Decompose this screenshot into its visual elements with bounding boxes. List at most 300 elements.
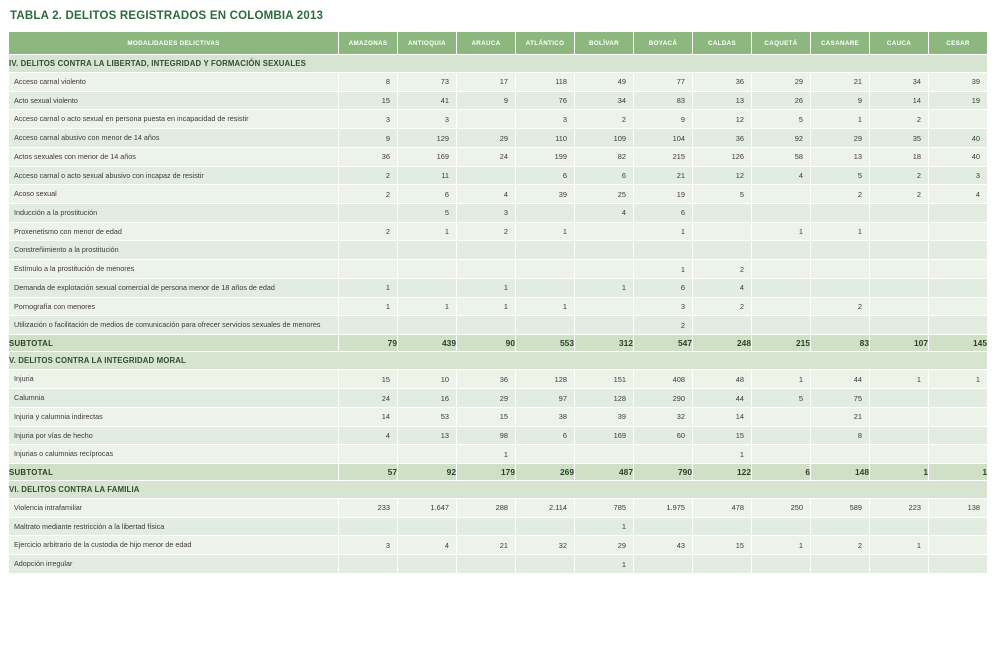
table-row xyxy=(9,222,988,241)
subtotal-value: 1 xyxy=(870,464,929,481)
row-value: 104 xyxy=(634,129,693,148)
row-value xyxy=(516,445,575,464)
column-header-modalidades: MODALIDADES DELICTIVAS xyxy=(9,32,339,55)
row-value: 29 xyxy=(457,389,516,408)
row-value xyxy=(929,517,988,536)
row-label: Acoso sexual xyxy=(9,185,339,204)
column-header-caqueta: CAQUETÁ xyxy=(752,32,811,55)
row-value xyxy=(929,316,988,335)
row-label: Acto sexual violento xyxy=(9,91,339,110)
row-value: 29 xyxy=(575,536,634,555)
row-value: 118 xyxy=(516,73,575,92)
subtotal-value: 248 xyxy=(693,335,752,352)
row-label: Demanda de explotación sexual comercial de persona menor de 18 años de edad xyxy=(9,278,339,297)
row-value xyxy=(693,241,752,260)
row-value xyxy=(516,517,575,536)
subtotal-value: 122 xyxy=(693,464,752,481)
row-value xyxy=(811,517,870,536)
row-value: 29 xyxy=(811,129,870,148)
row-value: 109 xyxy=(575,129,634,148)
subtotal-value: 312 xyxy=(575,335,634,352)
column-header-caldas: CALDAS xyxy=(693,32,752,55)
subtotal-value: 92 xyxy=(398,464,457,481)
row-value: 2 xyxy=(811,297,870,316)
row-value: 2 xyxy=(457,222,516,241)
row-value: 1 xyxy=(752,222,811,241)
row-value: 2 xyxy=(870,185,929,204)
row-value: 40 xyxy=(929,129,988,148)
row-value: 1 xyxy=(575,555,634,574)
row-value xyxy=(811,204,870,223)
row-value: 4 xyxy=(575,204,634,223)
table-row xyxy=(9,555,988,574)
row-value: 5 xyxy=(398,204,457,223)
row-value: 1 xyxy=(752,536,811,555)
subtotal-value: 57 xyxy=(339,464,398,481)
row-value: 97 xyxy=(516,389,575,408)
row-value: 2 xyxy=(339,185,398,204)
row-value: 128 xyxy=(575,389,634,408)
row-value: 21 xyxy=(457,536,516,555)
row-value: 58 xyxy=(752,147,811,166)
subtotal-label: SUBTOTAL xyxy=(9,464,339,481)
row-value: 233 xyxy=(339,499,398,518)
row-value: 199 xyxy=(516,147,575,166)
row-value xyxy=(870,222,929,241)
row-value xyxy=(870,316,929,335)
row-value xyxy=(516,316,575,335)
row-value: 2 xyxy=(339,166,398,185)
row-value xyxy=(398,316,457,335)
row-label: Inducción a la prostitución xyxy=(9,204,339,223)
row-value: 39 xyxy=(575,407,634,426)
row-value xyxy=(575,260,634,279)
row-label: Injuria y calumnia indirectas xyxy=(9,407,339,426)
column-header-antioquia: ANTIOQUIA xyxy=(398,32,457,55)
row-value xyxy=(870,555,929,574)
row-value xyxy=(811,241,870,260)
row-value: 11 xyxy=(398,166,457,185)
table-row xyxy=(9,278,988,297)
row-value: 39 xyxy=(516,185,575,204)
row-value: 1 xyxy=(339,278,398,297)
row-label: Actos sexuales con menor de 14 años xyxy=(9,147,339,166)
row-value: 1 xyxy=(457,297,516,316)
row-value: 2.114 xyxy=(516,499,575,518)
crime-statistics-table xyxy=(8,31,988,574)
row-value: 2 xyxy=(693,260,752,279)
subtotal-value: 487 xyxy=(575,464,634,481)
row-value xyxy=(516,204,575,223)
row-value: 17 xyxy=(457,73,516,92)
row-value: 288 xyxy=(457,499,516,518)
table-row xyxy=(9,147,988,166)
table-row xyxy=(9,499,988,518)
row-value: 129 xyxy=(398,129,457,148)
row-value xyxy=(929,222,988,241)
subtotal-value: 439 xyxy=(398,335,457,352)
row-value xyxy=(339,241,398,260)
row-value xyxy=(575,445,634,464)
row-value: 151 xyxy=(575,370,634,389)
row-value xyxy=(870,278,929,297)
row-label: Injurias o calumnias recíprocas xyxy=(9,445,339,464)
row-value: 21 xyxy=(634,166,693,185)
row-value: 1 xyxy=(457,445,516,464)
column-header-amazonas: AMAZONAS xyxy=(339,32,398,55)
row-label: Adopción irregular xyxy=(9,555,339,574)
row-value xyxy=(752,241,811,260)
row-value xyxy=(398,278,457,297)
subtotal-value: 790 xyxy=(634,464,693,481)
row-value: 24 xyxy=(457,147,516,166)
section-heading-row xyxy=(9,55,988,73)
row-value xyxy=(811,445,870,464)
row-value: 6 xyxy=(516,166,575,185)
row-label: Acceso carnal o acto sexual abusivo con incapaz de resistir xyxy=(9,166,339,185)
row-value xyxy=(811,278,870,297)
row-value: 13 xyxy=(398,426,457,445)
row-value xyxy=(929,445,988,464)
row-value: 21 xyxy=(811,407,870,426)
row-value: 6 xyxy=(575,166,634,185)
row-value xyxy=(752,445,811,464)
subtotal-value: 90 xyxy=(457,335,516,352)
row-value xyxy=(929,110,988,129)
subtotal-value: 145 xyxy=(929,335,988,352)
row-value xyxy=(929,389,988,408)
row-label: Violencia intrafamiliar xyxy=(9,499,339,518)
row-value xyxy=(575,297,634,316)
row-value: 40 xyxy=(929,147,988,166)
row-value: 478 xyxy=(693,499,752,518)
row-value: 98 xyxy=(457,426,516,445)
row-value: 24 xyxy=(339,389,398,408)
row-value xyxy=(575,241,634,260)
row-value: 12 xyxy=(693,166,752,185)
row-value xyxy=(752,316,811,335)
row-value xyxy=(398,445,457,464)
row-value xyxy=(752,517,811,536)
table-row xyxy=(9,517,988,536)
row-value: 38 xyxy=(516,407,575,426)
row-label: Calumnia xyxy=(9,389,339,408)
row-value: 1.975 xyxy=(634,499,693,518)
row-value: 589 xyxy=(811,499,870,518)
section-heading-row xyxy=(9,352,988,370)
row-value: 15 xyxy=(339,91,398,110)
row-value xyxy=(457,241,516,260)
row-value: 10 xyxy=(398,370,457,389)
row-value: 408 xyxy=(634,370,693,389)
row-value: 41 xyxy=(398,91,457,110)
row-value xyxy=(398,241,457,260)
table-row xyxy=(9,91,988,110)
row-value xyxy=(339,445,398,464)
row-value: 43 xyxy=(634,536,693,555)
row-value xyxy=(339,316,398,335)
row-value: 126 xyxy=(693,147,752,166)
row-value xyxy=(457,166,516,185)
row-value: 21 xyxy=(811,73,870,92)
row-value: 92 xyxy=(752,129,811,148)
table-header-row xyxy=(9,32,988,55)
row-value xyxy=(516,241,575,260)
row-value: 169 xyxy=(398,147,457,166)
subtotal-value: 148 xyxy=(811,464,870,481)
row-value xyxy=(457,260,516,279)
column-header-atlantico: ATLÁNTICO xyxy=(516,32,575,55)
row-value: 34 xyxy=(870,73,929,92)
row-value: 3 xyxy=(339,110,398,129)
column-header-casanare: CASANARE xyxy=(811,32,870,55)
table-row xyxy=(9,370,988,389)
row-value: 2 xyxy=(811,536,870,555)
row-value: 25 xyxy=(575,185,634,204)
row-value: 1 xyxy=(634,222,693,241)
row-value xyxy=(870,204,929,223)
page-title: TABLA 2. DELITOS REGISTRADOS EN COLOMBIA 2013 xyxy=(10,10,324,22)
row-value xyxy=(870,389,929,408)
row-value xyxy=(457,110,516,129)
section-heading-row xyxy=(9,481,988,499)
column-header-cesar: CESAR xyxy=(929,32,988,55)
row-value: 1 xyxy=(457,278,516,297)
row-value: 13 xyxy=(811,147,870,166)
row-value: 75 xyxy=(811,389,870,408)
row-value xyxy=(693,204,752,223)
row-value: 1 xyxy=(752,370,811,389)
row-label: Injuria por vías de hecho xyxy=(9,426,339,445)
row-value: 1 xyxy=(398,222,457,241)
subtotal-value: 269 xyxy=(516,464,575,481)
row-value: 1 xyxy=(870,370,929,389)
row-value xyxy=(516,555,575,574)
row-value xyxy=(516,278,575,297)
row-label: Ejercicio arbitrario de la custodia de hijo menor de edad xyxy=(9,536,339,555)
table-row xyxy=(9,407,988,426)
row-value: 83 xyxy=(634,91,693,110)
subtotal-label: SUBTOTAL xyxy=(9,335,339,352)
row-value: 1 xyxy=(575,278,634,297)
row-value: 5 xyxy=(752,389,811,408)
row-value xyxy=(752,278,811,297)
row-value xyxy=(634,445,693,464)
row-value: 1.647 xyxy=(398,499,457,518)
row-value xyxy=(929,297,988,316)
row-label: Acceso carnal abusivo con menor de 14 años xyxy=(9,129,339,148)
section-heading-vi: VI. DELITOS CONTRA LA FAMILIA xyxy=(9,481,988,499)
row-value xyxy=(398,555,457,574)
row-value xyxy=(811,555,870,574)
row-value: 14 xyxy=(693,407,752,426)
row-value xyxy=(752,555,811,574)
row-value xyxy=(634,555,693,574)
row-value: 1 xyxy=(811,222,870,241)
row-value: 9 xyxy=(339,129,398,148)
row-label: Proxenetismo con menor de edad xyxy=(9,222,339,241)
row-value: 4 xyxy=(693,278,752,297)
row-value: 44 xyxy=(811,370,870,389)
row-value: 4 xyxy=(752,166,811,185)
row-value xyxy=(398,517,457,536)
row-value: 250 xyxy=(752,499,811,518)
row-value: 48 xyxy=(693,370,752,389)
row-value: 128 xyxy=(516,370,575,389)
row-value: 1 xyxy=(693,445,752,464)
row-value: 9 xyxy=(811,91,870,110)
row-value xyxy=(575,316,634,335)
row-value: 169 xyxy=(575,426,634,445)
row-value: 16 xyxy=(398,389,457,408)
table-header xyxy=(9,32,988,55)
row-value: 2 xyxy=(870,166,929,185)
table-row xyxy=(9,297,988,316)
row-value: 77 xyxy=(634,73,693,92)
subtotal-value: 79 xyxy=(339,335,398,352)
row-value: 215 xyxy=(634,147,693,166)
row-value xyxy=(693,555,752,574)
row-value: 32 xyxy=(634,407,693,426)
row-value: 2 xyxy=(693,297,752,316)
row-value xyxy=(457,555,516,574)
row-value: 73 xyxy=(398,73,457,92)
row-value: 32 xyxy=(516,536,575,555)
row-value: 3 xyxy=(929,166,988,185)
row-value xyxy=(516,260,575,279)
row-value xyxy=(811,316,870,335)
row-label: Estímulo a la prostitución de menores xyxy=(9,260,339,279)
row-value: 12 xyxy=(693,110,752,129)
row-value xyxy=(339,260,398,279)
row-value xyxy=(929,407,988,426)
row-value xyxy=(929,241,988,260)
table-row xyxy=(9,129,988,148)
row-value: 1 xyxy=(339,297,398,316)
table-row xyxy=(9,260,988,279)
table-row xyxy=(9,73,988,92)
row-value: 6 xyxy=(398,185,457,204)
row-value: 36 xyxy=(693,129,752,148)
column-header-boyaca: BOYACÁ xyxy=(634,32,693,55)
subtotal-value: 1 xyxy=(929,464,988,481)
row-value: 15 xyxy=(693,536,752,555)
row-value: 60 xyxy=(634,426,693,445)
row-value xyxy=(870,445,929,464)
row-value xyxy=(752,297,811,316)
row-value xyxy=(929,260,988,279)
row-value: 3 xyxy=(398,110,457,129)
row-value xyxy=(339,555,398,574)
row-value: 5 xyxy=(752,110,811,129)
row-value xyxy=(752,185,811,204)
row-value: 5 xyxy=(693,185,752,204)
row-value: 8 xyxy=(811,426,870,445)
row-value: 1 xyxy=(516,222,575,241)
row-value: 1 xyxy=(634,260,693,279)
row-value: 2 xyxy=(339,222,398,241)
row-label: Utilización o facilitación de medios de comunicación para ofrecer servicios sexuales de menores xyxy=(9,316,339,335)
subtotal-value: 215 xyxy=(752,335,811,352)
subtotal-value: 83 xyxy=(811,335,870,352)
row-value: 4 xyxy=(339,426,398,445)
row-value xyxy=(870,260,929,279)
row-value: 4 xyxy=(929,185,988,204)
subtotal-value: 179 xyxy=(457,464,516,481)
row-value: 76 xyxy=(516,91,575,110)
section-heading-iv: IV. DELITOS CONTRA LA LIBERTAD, INTEGRIDAD Y FORMACIÓN SEXUALES xyxy=(9,55,988,73)
row-value: 18 xyxy=(870,147,929,166)
table-row xyxy=(9,316,988,335)
row-value: 15 xyxy=(339,370,398,389)
table-row xyxy=(9,185,988,204)
row-value xyxy=(870,241,929,260)
row-value: 1 xyxy=(929,370,988,389)
row-value: 3 xyxy=(516,110,575,129)
row-value xyxy=(929,555,988,574)
row-value: 223 xyxy=(870,499,929,518)
row-value: 26 xyxy=(752,91,811,110)
table-row xyxy=(9,166,988,185)
row-value xyxy=(693,222,752,241)
subtotal-value: 547 xyxy=(634,335,693,352)
row-value: 15 xyxy=(693,426,752,445)
row-value: 14 xyxy=(339,407,398,426)
row-value xyxy=(634,241,693,260)
row-value xyxy=(870,407,929,426)
row-value: 53 xyxy=(398,407,457,426)
row-label: Acceso carnal o acto sexual en persona puesta en incapacidad de resistir xyxy=(9,110,339,129)
row-value: 2 xyxy=(634,316,693,335)
table-row xyxy=(9,204,988,223)
row-value xyxy=(870,426,929,445)
row-value xyxy=(634,517,693,536)
row-value xyxy=(752,260,811,279)
row-value: 1 xyxy=(575,517,634,536)
column-header-cauca: CAUCA xyxy=(870,32,929,55)
row-value: 36 xyxy=(693,73,752,92)
row-value: 6 xyxy=(634,278,693,297)
row-label: Pornografía con menores xyxy=(9,297,339,316)
row-value: 6 xyxy=(634,204,693,223)
subtotal-value: 6 xyxy=(752,464,811,481)
table-row xyxy=(9,445,988,464)
row-value: 6 xyxy=(516,426,575,445)
row-value xyxy=(752,407,811,426)
table-row xyxy=(9,389,988,408)
row-value: 1 xyxy=(516,297,575,316)
row-value: 4 xyxy=(398,536,457,555)
row-value: 49 xyxy=(575,73,634,92)
row-value: 15 xyxy=(457,407,516,426)
row-value xyxy=(811,260,870,279)
row-value: 29 xyxy=(457,129,516,148)
row-value xyxy=(457,316,516,335)
row-value: 1 xyxy=(398,297,457,316)
subtotal-value: 553 xyxy=(516,335,575,352)
row-value: 9 xyxy=(634,110,693,129)
row-value xyxy=(929,426,988,445)
row-value: 3 xyxy=(339,536,398,555)
row-value: 3 xyxy=(634,297,693,316)
subtotal-value: 107 xyxy=(870,335,929,352)
row-value: 35 xyxy=(870,129,929,148)
row-value: 14 xyxy=(870,91,929,110)
row-value xyxy=(929,278,988,297)
table-row xyxy=(9,426,988,445)
row-value: 82 xyxy=(575,147,634,166)
row-value xyxy=(339,517,398,536)
